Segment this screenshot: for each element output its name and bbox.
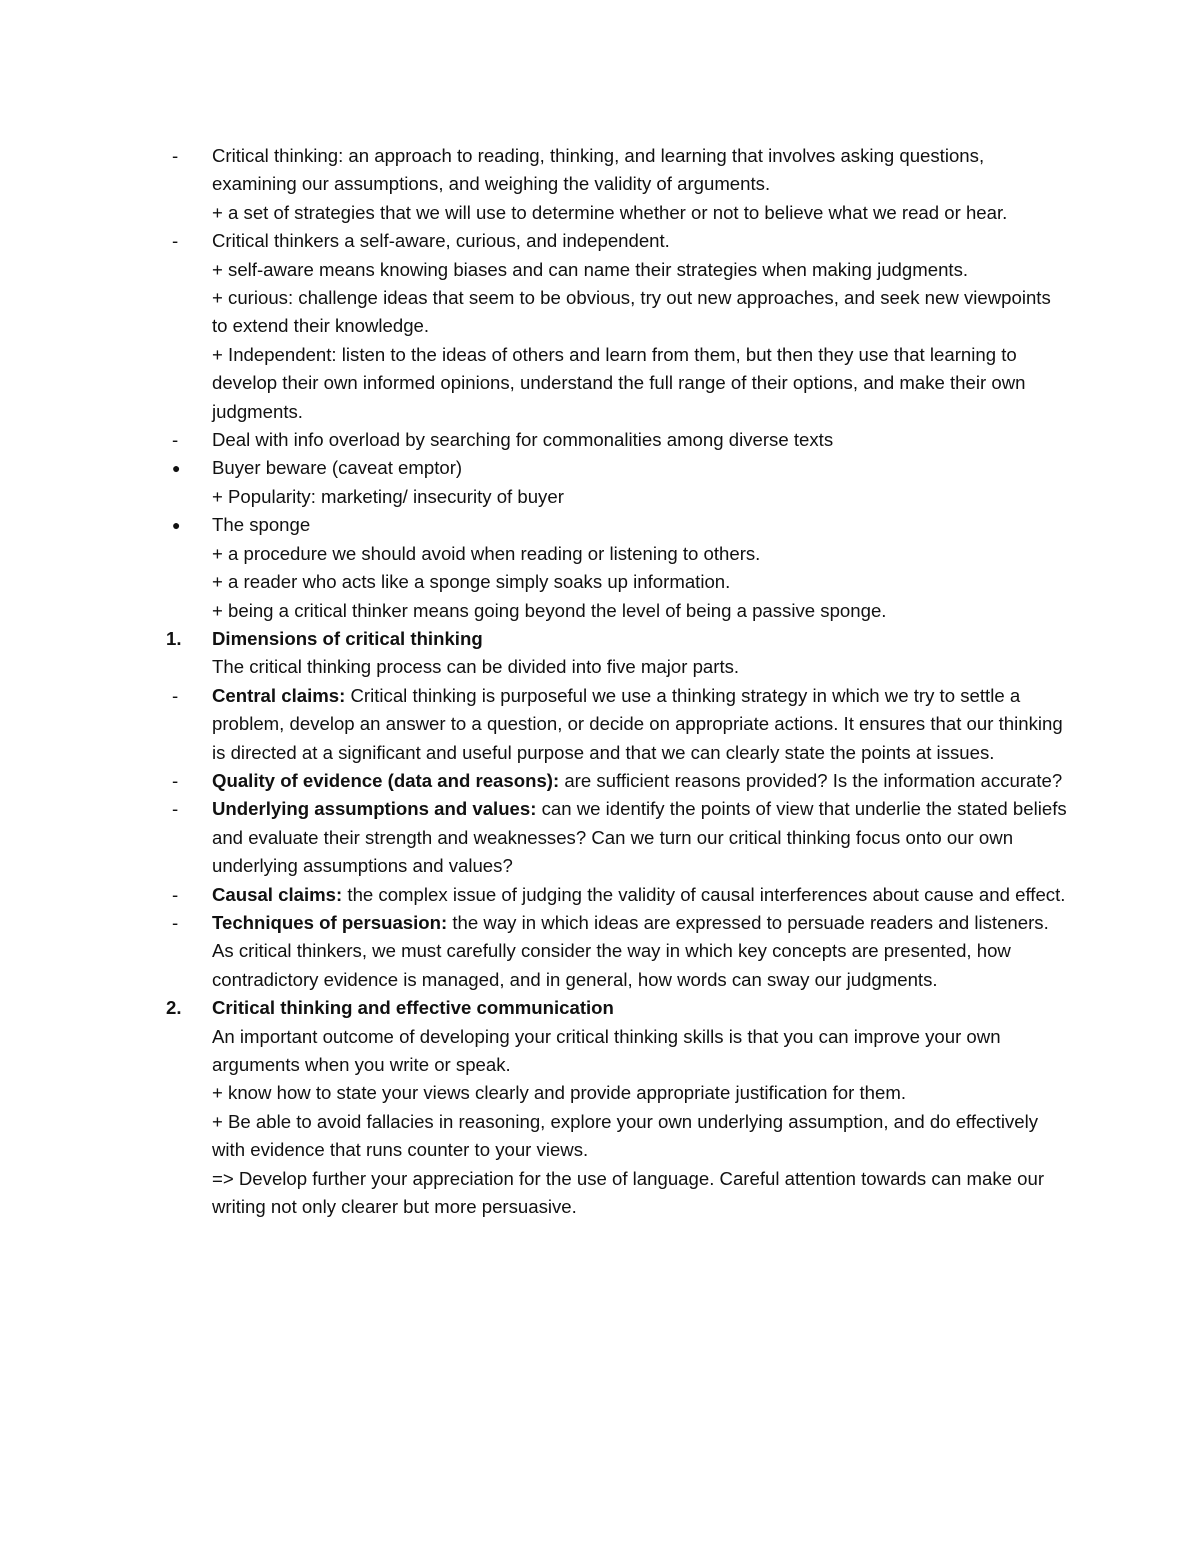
list-item (0, 227, 1200, 426)
list-item (0, 142, 1200, 227)
text-line: Critical thinking: an approach to reading, thinking, and learning that involves asking questions, examining our assumptions, and weighing the validity of arguments. (212, 145, 985, 195)
section-heading: Critical thinking and effective communication (212, 997, 614, 1019)
term-description: are sufficient reasons provided? Is the information accurate? (559, 769, 1063, 791)
text-line (212, 795, 1070, 880)
term-description: the complex issue of judging the validity of causal interferences about cause and effect. (342, 883, 1066, 905)
text-line: Buyer beware (caveat emptor) (212, 457, 463, 479)
list-item (0, 881, 1200, 909)
term-label: Underlying assumptions and values: (212, 798, 537, 820)
text-line: + Be able to avoid fallacies in reasoning, explore your own underlying assumption, and do effectively with evidence that runs counter to your views. (212, 1110, 1039, 1161)
text-line: The critical thinking process can be divided into five major parts. (212, 656, 740, 678)
term-label: Techniques of persuasion: (212, 911, 448, 933)
list-item (0, 426, 1200, 454)
dash-marker: - (172, 429, 179, 451)
text-line: + a set of strategies that we will use to determine whether or not to believe what we read or hear. (212, 201, 1008, 223)
dash-marker: - (172, 883, 179, 905)
list-item (0, 909, 1200, 994)
dash-marker: - (172, 769, 179, 791)
text-line: => Develop further your appreciation for the use of language. Careful attention towards can make our writing not only clearer but more persuasive. (212, 1167, 1045, 1218)
dash-marker: - (172, 798, 179, 820)
text-line: + a reader who acts like a sponge simply soaks up information. (212, 571, 731, 593)
dash-marker: - (172, 911, 179, 933)
term-description: can we identify the points of view that underlie the stated beliefs and evaluate their strength and weaknesses? Can we turn our critical thinking focus onto our own underlying assumptions and values? (212, 798, 1067, 877)
text-line: An important outcome of developing your critical thinking skills is that you can improve your own arguments when you write or speak. (212, 1025, 1001, 1075)
text-line: Deal with info overload by searching for commonalities among diverse texts (212, 429, 834, 451)
text-line: + self-aware means knowing biases and can name their strategies when making judgments. (212, 258, 969, 280)
text-line: The sponge (212, 514, 311, 536)
list-item (0, 454, 1200, 511)
list-item (0, 682, 1200, 767)
list-item (0, 795, 1200, 880)
bullet-marker: ● (172, 517, 181, 534)
text-line: Critical thinkers a self-aware, curious, and independent. (212, 230, 670, 252)
text-line (212, 682, 1070, 767)
dash-marker: - (172, 684, 179, 706)
text-line: + Popularity: marketing/ insecurity of buyer (212, 485, 564, 507)
text-line (212, 767, 1070, 795)
dash-marker: - (172, 230, 179, 252)
text-line: + curious: challenge ideas that seem to be obvious, try out new approaches, and seek new viewpoints to extend their knowledge. (212, 287, 1051, 337)
list-item (0, 767, 1200, 795)
section-heading: Dimensions of critical thinking (212, 627, 483, 649)
text-line: + Independent: listen to the ideas of others and learn from them, but then they use that learning to develop their own informed opinions, understand the full range of their options, and make their own judgments. (212, 343, 1026, 422)
text-line: + being a critical thinker means going beyond the level of being a passive sponge. (212, 599, 887, 621)
text-line (212, 881, 1070, 909)
term-description: Critical thinking is purposeful we use a thinking strategy in which we try to settle a problem, develop an answer to a question, or decide on appropriate actions. It ensures that our thinking is directed at a significant and useful purpose and that we can clearly state the points at issues. (212, 684, 1063, 763)
section-number: 2. (166, 997, 182, 1019)
section-heading-item (0, 994, 1200, 1221)
bullet-marker: ● (172, 460, 181, 477)
section-number: 1. (166, 627, 182, 649)
list-item (0, 511, 1200, 625)
term-label: Central claims: (212, 684, 346, 706)
text-line: + know how to state your views clearly and provide appropriate justification for them. (212, 1082, 906, 1104)
term-label: Causal claims: (212, 883, 343, 905)
dash-marker: - (172, 145, 179, 166)
term-label: Quality of evidence (data and reasons): (212, 769, 560, 791)
section-heading-item (0, 625, 1200, 682)
term-description: the way in which ideas are expressed to persuade readers and listeners. As critical thinkers, we must carefully consider the way in which key concepts are presented, how contradictory evidence is managed, and in general, how words can sway our judgments. (212, 911, 1049, 990)
text-line: + a procedure we should avoid when reading or listening to others. (212, 542, 761, 564)
text-line (212, 909, 1070, 994)
